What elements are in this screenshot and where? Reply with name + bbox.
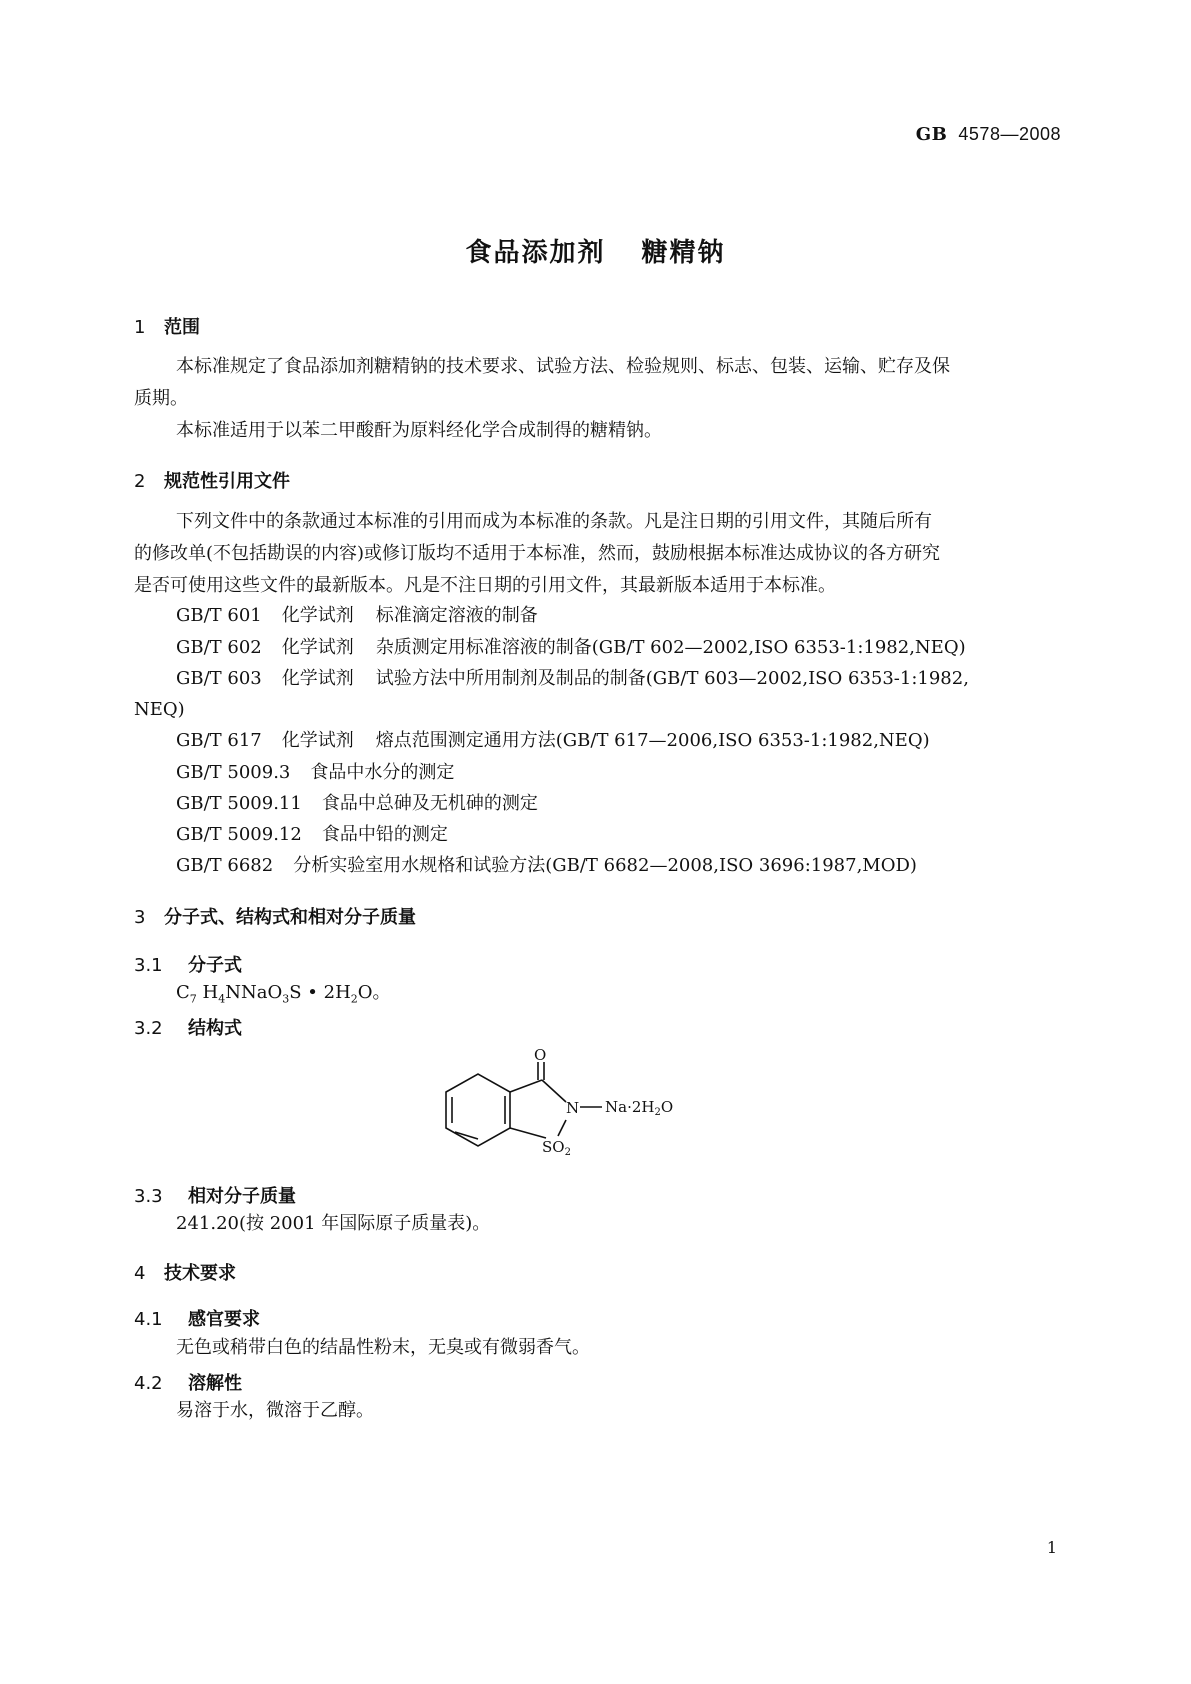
standard-number: GB 4578—2008	[915, 124, 1061, 145]
subsection-3-1-heading: 3.1 分子式	[134, 955, 242, 976]
solubility-requirement: 易溶于水，微溶于乙醇。	[176, 1400, 374, 1421]
reference-item: GB/T 617 化学试剂 熔点范围测定通用方法(GB/T 617—2006,ISO 6353-1:1982,NEQ)	[176, 730, 930, 751]
subsection-3-2-heading: 3.2 结构式	[134, 1018, 242, 1039]
section-2-heading: 2 规范性引用文件	[134, 471, 290, 492]
structural-formula	[430, 1040, 690, 1170]
subsection-4-2-heading: 4.2 溶解性	[134, 1373, 242, 1394]
molecular-formula: $C_7$ $H_4NNaO_3S$ • $2H_2O$。	[176, 982, 391, 1006]
structure-nitrogen-label: N	[566, 1099, 580, 1117]
reference-item: GB/T 603 化学试剂 试验方法中所用制剂及制品的制备(GB/T 603—2002,ISO 6353-1:1982,	[176, 668, 969, 689]
structure-sulfonyl-label: $SO_2$	[542, 1138, 571, 1158]
section-1-para1-line2: 质期。	[134, 388, 188, 409]
section-4-heading: 4 技术要求	[134, 1263, 236, 1284]
subsection-3-3-heading: 3.3 相对分子质量	[134, 1186, 296, 1207]
structure-oxygen-label: O	[534, 1046, 547, 1064]
reference-item: GB/T 5009.11 食品中总砷及无机砷的测定	[176, 793, 538, 814]
molecular-mass: 241.20(按 2001 年国际原子质量表)。	[176, 1213, 491, 1234]
section-2-intro-line1: 下列文件中的条款通过本标准的引用而成为本标准的条款。凡是注日期的引用文件，其随后所有	[176, 511, 932, 532]
page-number: 1	[1046, 1538, 1057, 1557]
structure-sodium-label: $Na\cdot 2H_2O$	[605, 1098, 674, 1118]
sensory-requirement: 无色或稍带白色的结晶性粉末，无臭或有微弱香气。	[176, 1337, 590, 1358]
section-1-para1-line1: 本标准规定了食品添加剂糖精钠的技术要求、试验方法、检验规则、标志、包装、运输、贮存及保	[176, 356, 950, 377]
reference-item: GB/T 5009.12 食品中铅的测定	[176, 824, 448, 845]
subsection-4-1-heading: 4.1 感官要求	[134, 1309, 260, 1330]
reference-item: GB/T 5009.3 食品中水分的测定	[176, 762, 455, 783]
reference-item: GB/T 602 化学试剂 杂质测定用标准溶液的制备(GB/T 602—2002,ISO 6353-1:1982,NEQ)	[176, 637, 966, 658]
section-1-para2: 本标准适用于以苯二甲酸酐为原料经化学合成制得的糖精钠。	[176, 420, 662, 441]
section-3-heading: 3 分子式、结构式和相对分子质量	[134, 907, 416, 928]
section-2-intro-line3: 是否可使用这些文件的最新版本。凡是不注日期的引用文件，其最新版本适用于本标准。	[134, 575, 836, 596]
section-1-heading: 1 范围	[134, 317, 200, 338]
section-2-intro-line2: 的修改单(不包括勘误的内容)或修订版均不适用于本标准，然而，鼓励根据本标准达成协议的各方研究	[134, 543, 941, 564]
reference-item: GB/T 6682 分析实验室用水规格和试验方法(GB/T 6682—2008,ISO 3696:1987,MOD)	[176, 855, 917, 876]
reference-item: GB/T 601 化学试剂 标准滴定溶液的制备	[176, 605, 538, 626]
document-title: 食品添加剂 糖精钠	[465, 238, 726, 268]
reference-continuation: NEQ)	[134, 699, 185, 720]
